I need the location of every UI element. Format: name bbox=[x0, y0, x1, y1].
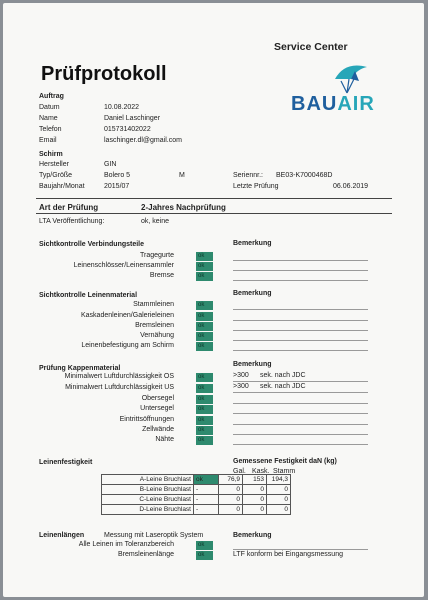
status-cell: ok bbox=[196, 436, 213, 445]
vernaehung-label: Vernähung bbox=[140, 332, 174, 339]
status-cell: ok bbox=[196, 541, 213, 550]
tragegurte-label: Tragegurte bbox=[140, 252, 174, 259]
name-label: Name bbox=[39, 115, 58, 122]
gal-value: 0 bbox=[219, 485, 243, 495]
status-cell: ok bbox=[196, 312, 213, 321]
leinenmaterial-heading: Sichtkontrolle Leinenmaterial bbox=[39, 292, 138, 299]
status-cell: ok bbox=[196, 373, 213, 382]
baujahr-label: Baujahr/Monat bbox=[39, 183, 85, 190]
kask-value: 153 bbox=[243, 475, 267, 485]
datum-label: Datum bbox=[39, 104, 60, 111]
bremsleinen-label: Bremsleinen bbox=[135, 322, 174, 329]
luft-os-label: Minimalwert Luftdurchlässigkeit OS bbox=[64, 373, 174, 380]
name-value: Daniel Laschinger bbox=[104, 115, 161, 122]
remark-line bbox=[233, 424, 368, 425]
remark-line bbox=[233, 320, 368, 321]
row-label: C-Leine Bruchlast bbox=[102, 495, 194, 505]
status-cell: ok bbox=[196, 262, 213, 271]
bemerkung-label: Bemerkung bbox=[233, 361, 272, 368]
eintritt-label: Eintrittsöffnungen bbox=[119, 416, 174, 423]
auftrag-heading: Auftrag bbox=[39, 93, 64, 100]
divider bbox=[36, 198, 392, 199]
status-cell: ok bbox=[196, 551, 213, 560]
leinenlaengen-heading: Leinenlängen bbox=[39, 532, 85, 539]
col-kask: Kask. bbox=[252, 468, 270, 475]
luft-us-label: Minimalwert Luftdurchlässigkeit US bbox=[65, 384, 174, 391]
remark-line bbox=[233, 340, 368, 341]
verbindungsteile-heading: Sichtkontrolle Verbindungsteile bbox=[39, 241, 145, 248]
bemerkung-label: Bemerkung bbox=[233, 532, 272, 539]
remark-line bbox=[233, 330, 368, 331]
bruchlast-table bbox=[101, 474, 291, 515]
bauair-logo bbox=[285, 59, 389, 121]
table-row bbox=[102, 505, 291, 515]
laser-method: Messung mit Laseroptik System bbox=[104, 532, 204, 539]
obersegel-label: Obersegel bbox=[141, 395, 174, 402]
luft-us-remark-unit: sek. nach JDC bbox=[260, 383, 306, 390]
status-cell: ok bbox=[196, 416, 213, 425]
logo-text-air: AIR bbox=[337, 93, 375, 115]
remark-line bbox=[233, 549, 368, 550]
remark-line bbox=[233, 403, 368, 404]
email-label: Email bbox=[39, 137, 57, 144]
row-label: D-Leine Bruchlast bbox=[102, 505, 194, 515]
gal-value: 0 bbox=[219, 495, 243, 505]
datum-value: 10.08.2022 bbox=[104, 104, 140, 111]
remark-line bbox=[233, 434, 368, 435]
status-cell: ok bbox=[196, 384, 213, 393]
zellwaende-label: Zellwände bbox=[142, 426, 174, 433]
status-cell: ok bbox=[194, 475, 219, 485]
typ-label: Typ/Größe bbox=[39, 172, 73, 179]
remark-line bbox=[233, 260, 368, 261]
status-cell: ok bbox=[196, 405, 213, 414]
typ-value: Bolero 5 bbox=[104, 172, 131, 179]
divider bbox=[36, 213, 392, 214]
bremsleinenlaenge-label: Bremsleinenlänge bbox=[117, 551, 174, 558]
festigkeit-heading: Leinenfestigkeit bbox=[39, 459, 93, 466]
luft-os-remark-unit: sek. nach JDC bbox=[260, 372, 306, 379]
remark-line bbox=[233, 392, 368, 393]
status-cell: ok bbox=[196, 395, 213, 404]
bemerkung-label: Bemerkung bbox=[233, 240, 272, 247]
seriennr-label: Seriennr.: bbox=[233, 172, 263, 179]
measured-heading: Gemessene Festigkeit daN (kg) bbox=[233, 458, 337, 465]
row-label: B-Leine Bruchlast bbox=[102, 485, 194, 495]
leinenschloesser-label: Leinenschlösser/Leinensammler bbox=[73, 262, 174, 269]
baujahr-value: 2015/07 bbox=[104, 183, 130, 190]
remark-line bbox=[233, 381, 368, 382]
stamm-value: 0 bbox=[267, 485, 291, 495]
untersegel-label: Untersegel bbox=[140, 405, 174, 412]
logo-text-bau: BAU bbox=[291, 93, 338, 115]
stamm-value: 194,3 bbox=[267, 475, 291, 485]
art-label: Art der Prüfung bbox=[39, 203, 99, 212]
size-value: M bbox=[179, 172, 185, 179]
telefon-value: 015731402022 bbox=[104, 126, 151, 133]
bemerkung-label: Bemerkung bbox=[233, 290, 272, 297]
hersteller-label: Hersteller bbox=[39, 161, 69, 168]
col-gal: Gal. bbox=[233, 468, 246, 475]
gal-value: 76,9 bbox=[219, 475, 243, 485]
telefon-label: Telefon bbox=[39, 126, 62, 133]
remark-line bbox=[233, 280, 368, 281]
stammleinen-label: Stammleinen bbox=[133, 301, 174, 308]
status-cell: ok bbox=[196, 301, 213, 310]
row-label: A-Leine Bruchlast bbox=[102, 475, 194, 485]
email-value: laschinger.dl@gmail.com bbox=[104, 137, 182, 144]
bremsleinen-remark: LTF konform bei Eingangsmessung bbox=[233, 551, 343, 558]
seriennr-value: BE03-K7000468D bbox=[276, 172, 333, 179]
document-page bbox=[3, 3, 424, 597]
remark-line bbox=[233, 309, 368, 310]
luft-us-remark: >300 bbox=[233, 383, 249, 390]
lta-label: LTA Veröffentlichung: bbox=[39, 218, 105, 225]
remark-line bbox=[233, 444, 368, 445]
art-value: 2-Jahres Nachprüfung bbox=[141, 203, 226, 212]
letzte-pruefung-value: 06.06.2019 bbox=[333, 183, 369, 190]
table-row bbox=[102, 475, 291, 485]
table-row bbox=[102, 495, 291, 505]
status-cell: ok bbox=[196, 322, 213, 331]
letzte-pruefung-label: Letzte Prüfung bbox=[233, 183, 279, 190]
kask-value: 0 bbox=[243, 495, 267, 505]
toleranz-label: Alle Leinen im Toleranzbereich bbox=[78, 541, 174, 548]
service-center-label: Service Center bbox=[274, 41, 348, 53]
gal-value: 0 bbox=[219, 505, 243, 515]
status-cell: ok bbox=[196, 272, 213, 281]
remark-line bbox=[233, 270, 368, 271]
remark-line bbox=[233, 413, 368, 414]
kaskadenleinen-label: Kaskadenleinen/Galerieleinen bbox=[80, 312, 174, 319]
naehte-label: Nähte bbox=[155, 436, 174, 443]
lta-value: ok, keine bbox=[141, 218, 170, 225]
stamm-value: 0 bbox=[267, 505, 291, 515]
status-cell: ok bbox=[196, 252, 213, 261]
col-stamm: Stamm bbox=[273, 468, 296, 475]
status-cell: - bbox=[194, 505, 219, 515]
status-cell: ok bbox=[196, 332, 213, 341]
page-title: Prüfprotokoll bbox=[41, 63, 167, 85]
hersteller-value: GIN bbox=[104, 161, 117, 168]
stamm-value: 0 bbox=[267, 495, 291, 505]
kask-value: 0 bbox=[243, 485, 267, 495]
kappenmaterial-heading: Prüfung Kappenmaterial bbox=[39, 365, 121, 372]
schirm-heading: Schirm bbox=[39, 151, 63, 158]
status-cell: ok bbox=[196, 426, 213, 435]
status-cell: - bbox=[194, 485, 219, 495]
luft-os-remark: >300 bbox=[233, 372, 249, 379]
bremse-label: Bremse bbox=[149, 272, 174, 279]
status-cell: - bbox=[194, 495, 219, 505]
table-row bbox=[102, 485, 291, 495]
remark-line bbox=[233, 350, 368, 351]
kask-value: 0 bbox=[243, 505, 267, 515]
status-cell: ok bbox=[196, 342, 213, 351]
leinenbefestigung-label: Leinenbefestigung am Schirm bbox=[81, 342, 174, 349]
